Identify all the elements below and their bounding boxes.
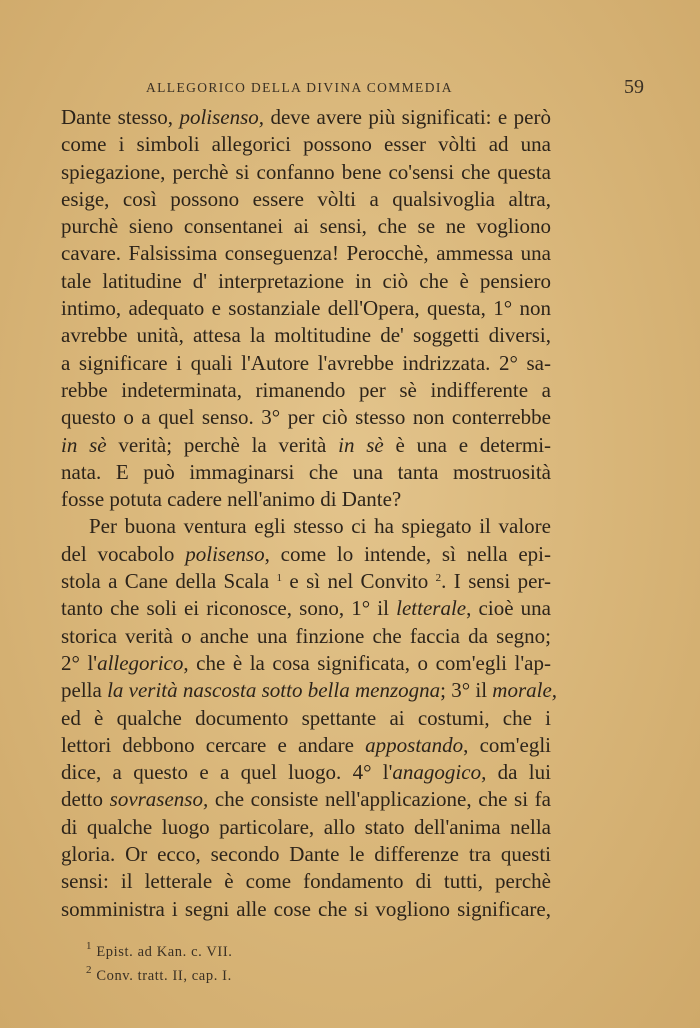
text-segment: detto xyxy=(61,787,110,812)
text-line xyxy=(61,623,551,650)
text-segment: spiegazione, perchè si confanno bene co'sensi che questa xyxy=(61,159,551,184)
text-segment: deve avere più significati: e però xyxy=(264,105,551,129)
text-line xyxy=(61,295,551,322)
running-title: ALLEGORICO DELLA DIVINA COMMEDIA xyxy=(146,80,453,95)
text-segment: dice, a questo e a quel luogo. 4° l' xyxy=(61,760,393,785)
text-line xyxy=(61,568,551,595)
text-segment: che consiste nell'applicazione, che si fa xyxy=(208,787,551,812)
text-segment: sensi: il letterale è come fondamento di tutti, perchè xyxy=(61,869,551,894)
page-number: 59 xyxy=(624,76,644,98)
footnote-mark: 2 xyxy=(86,964,93,976)
text-segment: , come lo intende, sì nella epi- xyxy=(264,541,551,566)
text-segment: storica verità o anche una finzione che faccia da segno; xyxy=(61,623,551,648)
body-text xyxy=(61,104,558,923)
text-segment: verità; perchè la verità xyxy=(106,432,339,457)
text-line xyxy=(61,759,551,786)
text-segment: intimo, adequato e sostanziale dell'Opera, questa, 1° non xyxy=(61,296,551,321)
text-line xyxy=(61,732,551,759)
text-segment: cavare. Falsissima conseguenza! Perocchè, ammessa una xyxy=(61,241,551,266)
text-segment: ed è qualche documento spettante ai costumi, che i xyxy=(61,705,551,730)
text-line xyxy=(61,841,551,868)
text-segment: . I sensi per- xyxy=(441,569,551,594)
text-segment: tanto che soli ei riconosce, sono, 1° il xyxy=(61,596,397,621)
text-segment: a significare i quali l'Autore l'avrebbe indrizzata. 2° sa- xyxy=(61,350,551,375)
text-segment: , com'egli xyxy=(463,732,551,757)
footnote-text: Epist. ad Kan. c. VII. xyxy=(92,944,233,960)
text-segment: stola a Cane della Scala xyxy=(61,569,277,594)
text-segment: gloria. Or ecco, secondo Dante le differenze tra questi xyxy=(61,842,551,867)
text-line xyxy=(61,868,551,895)
italic-text: in sè xyxy=(61,432,107,457)
text-segment: pella xyxy=(61,678,108,703)
text-segment: è una e determi- xyxy=(383,432,552,457)
text-line xyxy=(61,650,551,677)
text-line xyxy=(61,541,551,568)
text-line xyxy=(61,268,551,295)
italic-text: appostando xyxy=(365,732,464,757)
italic-text: anagogico, xyxy=(392,760,487,785)
text-line xyxy=(61,896,551,923)
text-segment: lettori debbono cercare e andare xyxy=(61,732,366,757)
text-segment: rebbe indeterminata, rimanendo per sè indifferente a xyxy=(61,377,551,402)
text-line xyxy=(61,595,551,622)
italic-text: la verità nascosta sotto bella menzogna xyxy=(107,678,441,703)
text-segment: come i simboli allegorici possono esser vòlti ad una xyxy=(61,132,551,157)
text-line xyxy=(61,786,551,813)
text-line xyxy=(61,814,551,841)
footnotes xyxy=(86,940,233,988)
text-line xyxy=(61,377,551,404)
text-segment: avrebbe unità, attesa la moltitudine de' soggetti diversi, xyxy=(61,323,551,348)
text-line xyxy=(61,131,551,158)
footnote xyxy=(86,940,233,964)
text-line xyxy=(61,705,551,732)
text-line xyxy=(61,459,551,486)
italic-text: polisenso, xyxy=(179,105,265,129)
text-segment: fosse potuta cadere nell'animo di Dante? xyxy=(61,487,402,512)
text-line xyxy=(61,159,551,186)
footnote-ref: 1 xyxy=(276,572,282,585)
footnote xyxy=(86,964,233,988)
text-segment: , cioè una xyxy=(466,596,551,621)
italic-text: letterale xyxy=(396,596,467,621)
italic-text: polisenso xyxy=(185,541,265,566)
text-segment: esige, così possono essere vòlti a qualsivoglia altra, xyxy=(61,186,551,211)
text-line xyxy=(61,404,551,431)
italic-text: in sè xyxy=(338,432,384,457)
text-segment: somministra i segni alle cose che si vogliono significare, xyxy=(61,896,551,921)
text-line xyxy=(61,186,551,213)
text-segment: di qualche luogo particolare, allo stato dell'anima nella xyxy=(61,814,551,839)
text-segment: e sì nel Convito xyxy=(281,569,436,594)
text-line xyxy=(61,322,551,349)
text-line xyxy=(61,513,551,540)
text-line xyxy=(61,432,551,459)
text-segment: 2° l' xyxy=(61,650,98,675)
italic-text: sovrasenso, xyxy=(109,787,209,812)
text-segment: tale latitudine d' interpretazione in ciò che è pensiero xyxy=(61,268,551,293)
running-head xyxy=(60,76,650,100)
text-segment: del vocabolo xyxy=(61,541,186,566)
text-segment: purchè sieno consentanei ai sensi, che se ne vogliono xyxy=(61,214,551,239)
text-segment: da lui xyxy=(486,760,551,785)
text-line xyxy=(61,350,551,377)
italic-text: morale, xyxy=(492,678,558,703)
text-segment: , che è la cosa significata, o com'egli l'ap- xyxy=(183,650,551,675)
text-line xyxy=(61,213,551,240)
text-segment: questo o a quel senso. 3° per ciò stesso non conterrebbe xyxy=(61,405,551,430)
footnote-ref: 2 xyxy=(435,572,442,585)
text-line xyxy=(61,677,558,704)
italic-text: allegorico xyxy=(97,650,184,675)
footnote-text: Conv. tratt. II, cap. I. xyxy=(92,968,232,984)
text-segment: nata. E può immaginarsi che una tanta mostruosità xyxy=(61,459,551,484)
text-segment: ; 3° il xyxy=(440,678,493,703)
text-line xyxy=(61,240,551,267)
text-segment: Per buona ventura egli stesso ci ha spiegato il valore xyxy=(89,514,551,539)
text-line xyxy=(61,486,551,513)
footnote-mark: 1 xyxy=(86,940,93,952)
text-segment: Dante stesso, xyxy=(61,105,180,129)
text-line xyxy=(61,104,551,131)
